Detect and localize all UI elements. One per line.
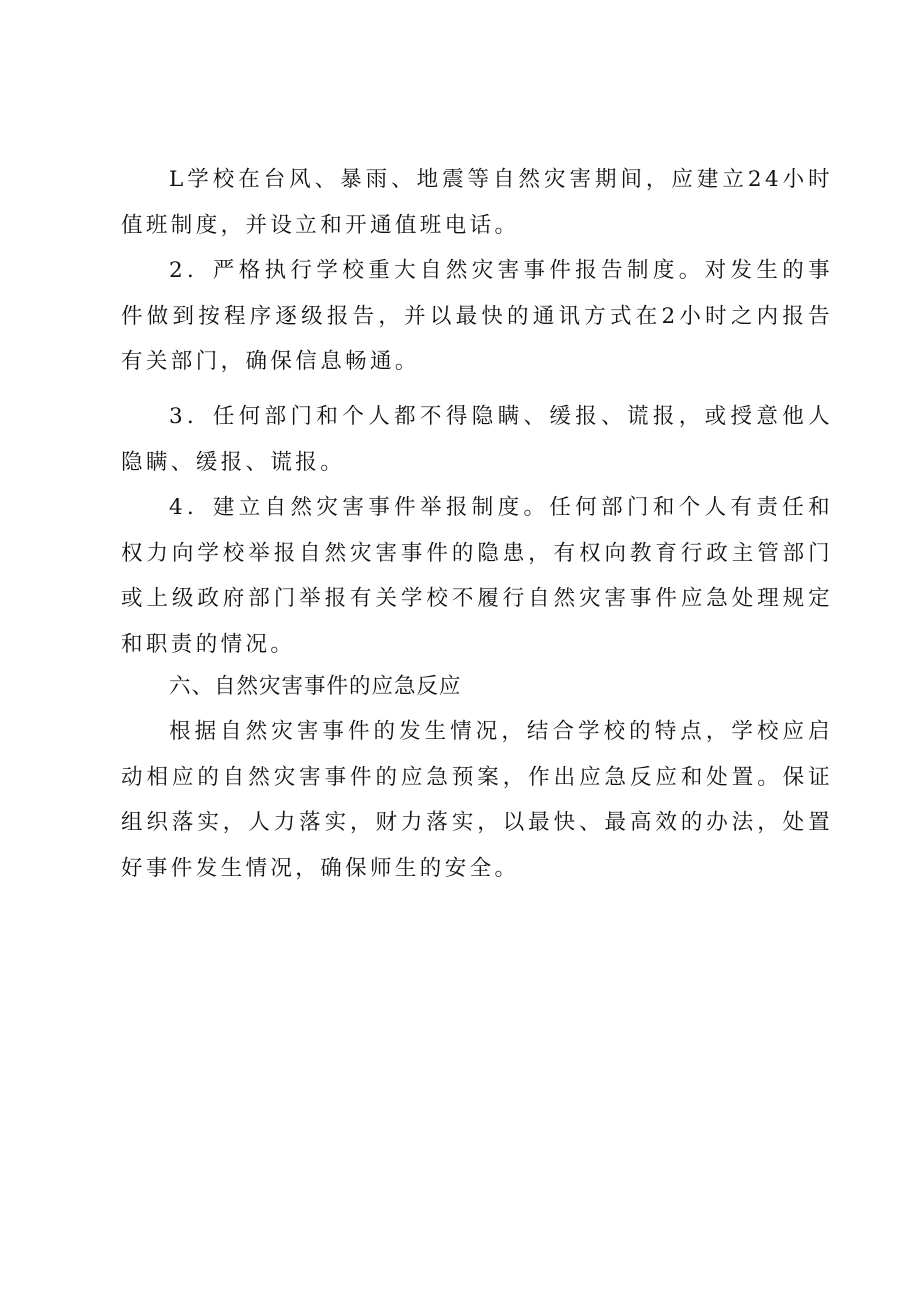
paragraph-tip-off-system: 4．建立自然灾害事件举报制度。任何部门和个人有责任和权力向学校举报自然灾害事件的隐患，有权向教育行政主管部门或上级政府部门举报有关学校不履行自然灾害事件应急处理规定和职责的情况。 (121, 495, 833, 657)
paragraph-reporting-system: 2．严格执行学校重大自然灾害事件报告制度。对发生的事件做到按程序逐级报告，并以最快的通讯方式在2小时之内报告有关部门，确保信息畅通。 (121, 258, 833, 374)
paragraph-no-concealment: 3．任何部门和个人都不得隐瞒、缓报、谎报，或授意他人隐瞒、缓报、谎报。 (121, 404, 833, 475)
section-heading-emergency-response: 六、自然灾害事件的应急反应 (169, 674, 462, 699)
paragraph-duty-system: L学校在台风、暴雨、地震等自然灾害期间，应建立24小时值班制度，并设立和开通值班电话。 (121, 167, 833, 238)
paragraph-emergency-response: 根据自然灾害事件的发生情况，结合学校的特点，学校应启动相应的自然灾害事件的应急预案，作出应急反应和处置。保证组织落实，人力落实，财力落实，以最快、最高效的办法，处置好事件发生情况，确保师生的安全。 (121, 719, 833, 881)
